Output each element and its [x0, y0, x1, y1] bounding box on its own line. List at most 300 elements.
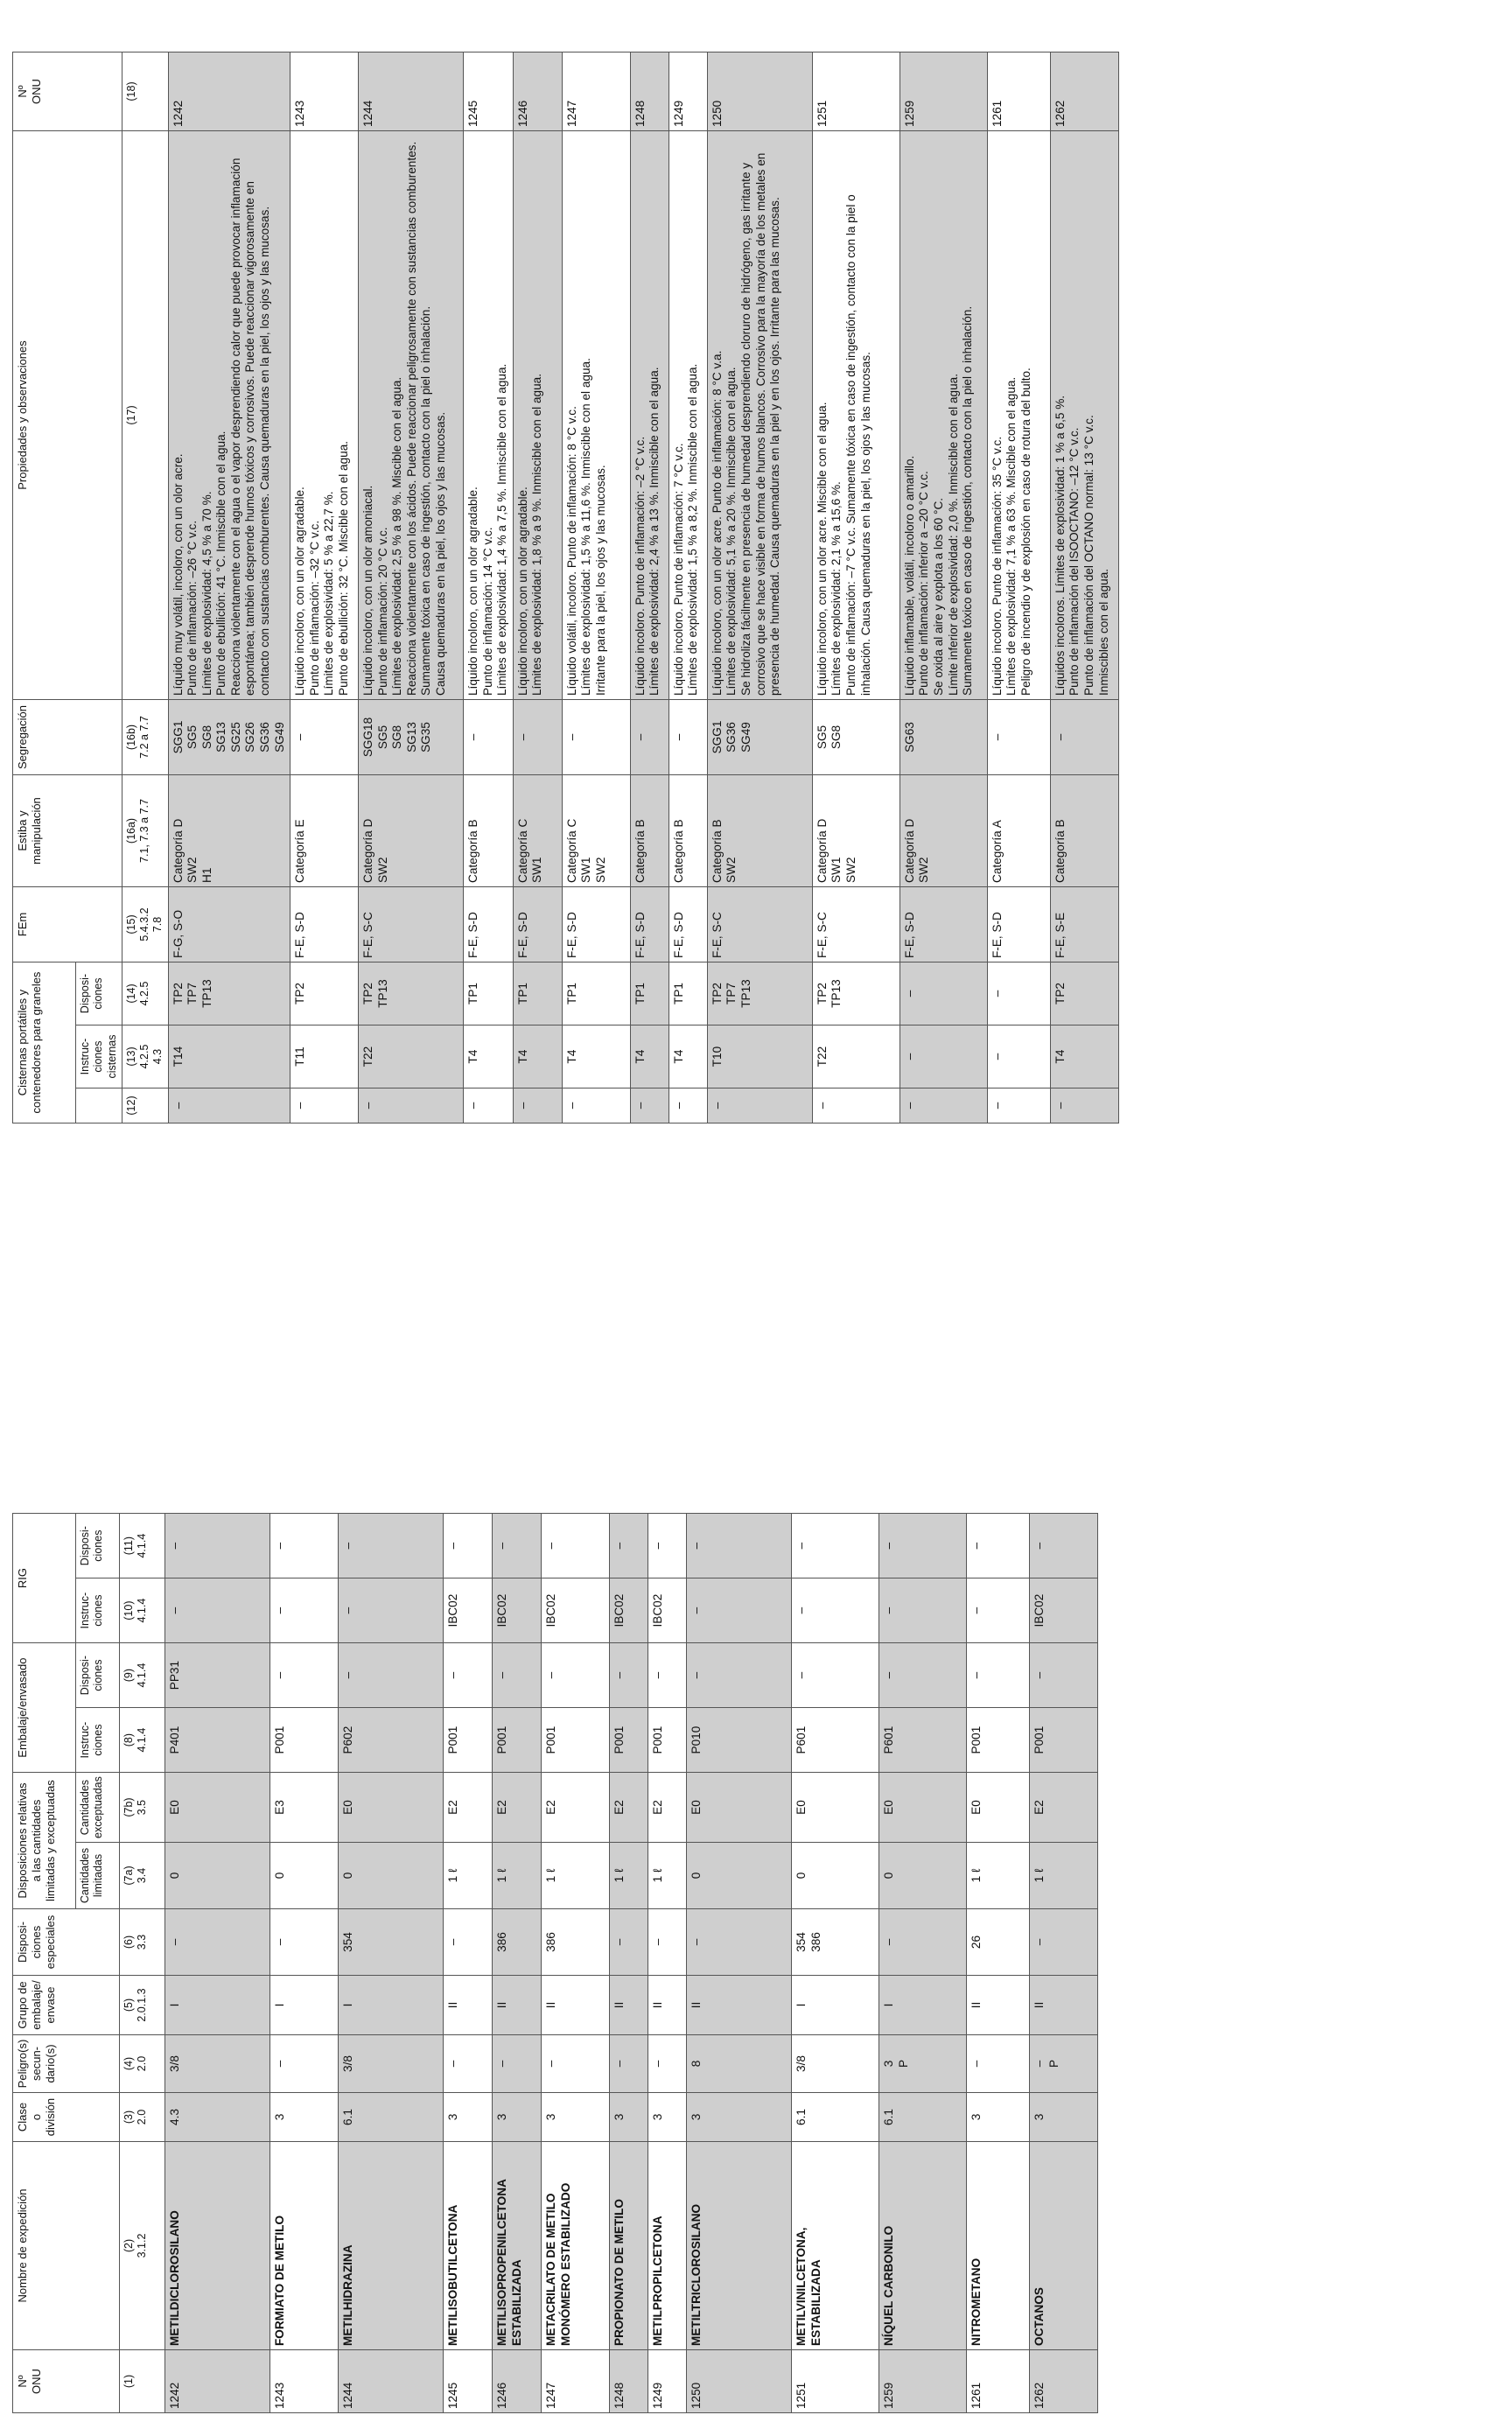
packing-group-cell: I [270, 1976, 339, 2035]
special-provisions-cell: – [648, 1909, 687, 1976]
ems-cell: F-E, S-D [987, 887, 1050, 962]
class-cell: 6.1 [879, 2093, 967, 2142]
packing-instruction-cell: P001 [610, 1708, 648, 1773]
column-number: (16b) 7.2 a 7.7 [122, 700, 168, 775]
ibc-provision-cell: – [1030, 1514, 1098, 1578]
subrisk-cell: 3 P [879, 2035, 967, 2093]
shipping-name-cell: PROPIONATO DE METILO [610, 2142, 648, 2350]
table-row [464, 52, 514, 1124]
table-row [339, 1514, 444, 2413]
segregation-cell: – [513, 700, 562, 775]
packing-group-cell: II [648, 1976, 687, 2035]
limited-quantity-cell: 1 ℓ [542, 1843, 610, 1909]
un-cell: 1244 [339, 2350, 444, 2413]
packing-provision-cell: – [270, 1643, 339, 1708]
ems-cell: F-E, S-D [562, 887, 630, 962]
table-row [444, 1514, 493, 2413]
packing-instruction-cell: P001 [542, 1708, 610, 1773]
limited-quantity-cell: 1 ℓ [648, 1843, 687, 1909]
limited-quantity-cell: 0 [165, 1843, 270, 1909]
excepted-quantity-cell: E0 [165, 1773, 270, 1843]
class-cell: 3 [493, 2093, 542, 2142]
un-cell: 1242 [165, 2350, 270, 2413]
column-number: (17) [122, 131, 168, 700]
subrisk-cell: – P [1030, 2035, 1098, 2093]
packing-instruction-cell: P001 [493, 1708, 542, 1773]
ibc-provision-cell: – [648, 1514, 687, 1578]
un-cell-right: 1245 [464, 52, 514, 131]
subrisk-cell: 3/8 [339, 2035, 444, 2093]
un-cell: 1251 [792, 2350, 879, 2413]
un-cell-right: 1261 [987, 52, 1050, 131]
ibc-instruction-cell: – [792, 1578, 879, 1643]
ems-cell: F-E, S-C [707, 887, 812, 962]
tank-instruction-cell: T10 [707, 1026, 812, 1088]
column-number-row [122, 52, 168, 1124]
ibc-provision-cell: – [493, 1514, 542, 1578]
col12-cell: – [290, 1088, 359, 1124]
ems-cell: F-E, S-D [900, 887, 987, 962]
tank-provision-cell: TP2 TP7 TP13 [168, 962, 290, 1026]
packing-instruction-cell: P602 [339, 1708, 444, 1773]
un-cell-right: 1242 [168, 52, 290, 131]
ems-cell: F-E, S-E [1050, 887, 1118, 962]
col12-cell: – [562, 1088, 630, 1124]
special-provisions-cell: 386 [493, 1909, 542, 1976]
col12-cell: – [513, 1088, 562, 1124]
column-number: (8) 4.1.4 [120, 1708, 165, 1773]
subrisk-cell: – [967, 2035, 1030, 2093]
properties-cell: Líquido incoloro, con un olor agradable. Punto de inflamación: –32 °C v.c. Límites de explosividad: 5 % a 22,7 %. Punto de ebullición: 32 °C. Miscible con el agua. [290, 131, 359, 700]
column-number: (1) [120, 2350, 165, 2413]
limited-quantity-cell: 1 ℓ [493, 1843, 542, 1909]
class-cell: 3 [648, 2093, 687, 2142]
packing-group-cell: II [542, 1976, 610, 2035]
limited-quantity-cell: 0 [879, 1843, 967, 1909]
un-cell-right: 1248 [630, 52, 668, 131]
subrisk-cell: – [493, 2035, 542, 2093]
subrisk-cell: 3/8 [165, 2035, 270, 2093]
limited-quantity-cell: 1 ℓ [610, 1843, 648, 1909]
packing-group-cell: I [339, 1976, 444, 2035]
ems-cell: F-E, S-D [290, 887, 359, 962]
excepted-quantity-cell: E2 [542, 1773, 610, 1843]
col-lq: Cantidades limitadas [76, 1843, 120, 1909]
tank-provision-cell: TP1 [464, 962, 514, 1026]
properties-cell: Líquido incoloro, con un olor agradable. Punto de inflamación: 14 °C v.c. Límites de explosividad: 1,4 % a 7,5 %. Inmiscible con el agua. [464, 131, 514, 700]
col-subrisk: Peligro(s) secun- dario(s) [13, 2035, 120, 2093]
column-number: (12) [122, 1088, 168, 1124]
table-row [630, 52, 668, 1124]
segregation-cell: – [464, 700, 514, 775]
tank-instruction-cell: T14 [168, 1026, 290, 1088]
shipping-name-cell: METILVINILCETONA, ESTABILIZADA [792, 2142, 879, 2350]
shipping-name-cell: METILDICLOROSILANO [165, 2142, 270, 2350]
un-cell: 1245 [444, 2350, 493, 2413]
shipping-name-cell: METILISOPROPENILCETONA ESTABILIZADA [493, 2142, 542, 2350]
table-row [290, 52, 359, 1124]
properties-cell: Líquido muy volátil, incoloro, con un olor acre. Punto de inflamación: –26 °C v.c. Límites de explosividad: 4,5 % a 70 %. Punto de ebullición: 41 °C. Inmiscible con el agua. Reacciona violentamente con el agua o el vapor desprendiendo calor que puede provocar inflamación espontánea; también desprende humos tóxicos y corrosivos. Puede reaccionar vigorosamente en contacto con sustancias comburentes. Causa quemaduras en la piel, los ojos y las mucosas. [168, 131, 290, 700]
ibc-instruction-cell: – [879, 1578, 967, 1643]
packing-group-cell: I [792, 1976, 879, 2035]
ibc-instruction-cell: – [687, 1578, 792, 1643]
col-un: Nº ONU [13, 2350, 120, 2413]
un-cell-right: 1246 [513, 52, 562, 131]
segregation-cell: SGG1 SG5 SG8 SG13 SG25 SG26 SG36 SG49 [168, 700, 290, 775]
class-cell: 3 [542, 2093, 610, 2142]
un-cell: 1246 [493, 2350, 542, 2413]
segregation-cell: – [562, 700, 630, 775]
col-12-blank [76, 1088, 122, 1124]
shipping-name-cell: METILTRICLOROSILANO [687, 2142, 792, 2350]
col-ems: FEm [13, 887, 122, 962]
column-number: (7b) 3.5 [120, 1773, 165, 1843]
table-row [812, 52, 900, 1124]
segregation-cell: SG5 SG8 [812, 700, 900, 775]
packing-group-cell: II [967, 1976, 1030, 2035]
tank-instruction-cell: T4 [630, 1026, 668, 1088]
col-segregation: Segregación [13, 700, 122, 775]
excepted-quantity-cell: E0 [339, 1773, 444, 1843]
table-row [359, 52, 464, 1124]
table-row [879, 1514, 967, 2413]
un-cell-right: 1259 [900, 52, 987, 131]
properties-cell: Líquido incoloro. Punto de inflamación: 7 °C v.c. Límites de explosividad: 1,5 % a 8,2 %. Inmiscible con el agua. [668, 131, 707, 700]
tank-provision-cell: TP1 [668, 962, 707, 1026]
shipping-name-cell: METILHIDRAZINA [339, 2142, 444, 2350]
subrisk-cell: – [648, 2035, 687, 2093]
col-un-right: Nº ONU [13, 52, 122, 131]
column-number: (9) 4.1.4 [120, 1643, 165, 1708]
shipping-name-cell: METACRILATO DE METILO MONÓMERO ESTABILIZADO [542, 2142, 610, 2350]
tank-provision-cell: TP1 [513, 962, 562, 1026]
col-pkg-instr: Instruc- ciones [76, 1708, 120, 1773]
table-row [168, 52, 290, 1124]
col12-cell: – [630, 1088, 668, 1124]
excepted-quantity-cell: E2 [1030, 1773, 1098, 1843]
properties-cell: Líquido incoloro. Punto de inflamación: –2 °C v.c. Límites de explosividad: 2,4 % a 13 %. Inmiscible con el agua. [630, 131, 668, 700]
tank-provision-cell: TP1 [562, 962, 630, 1026]
properties-cell: Líquido incoloro, con un olor agradable. Límites de explosividad: 1,8 % a 9 %. Inmiscible con el agua. [513, 131, 562, 700]
col-tank-instr: Instruc- ciones cisternas [76, 1026, 122, 1088]
col12-cell: – [168, 1088, 290, 1124]
class-cell: 3 [1030, 2093, 1098, 2142]
ibc-instruction-cell: – [339, 1578, 444, 1643]
table-row [562, 52, 630, 1124]
col12-cell: – [668, 1088, 707, 1124]
tank-instruction-cell: T4 [562, 1026, 630, 1088]
segregation-cell: SG63 [900, 700, 987, 775]
un-cell-right: 1244 [359, 52, 464, 131]
column-number: (11) 4.1.4 [120, 1514, 165, 1578]
special-provisions-cell: 354 386 [792, 1909, 879, 1976]
column-number: (13) 4.2.5 4.3 [122, 1026, 168, 1088]
ibc-instruction-cell: IBC02 [542, 1578, 610, 1643]
col12-cell: – [464, 1088, 514, 1124]
properties-cell: Líquidos incoloros. Límites de explosividad: 1 % a 6,5 %. Punto de inflamación del ISOOCTANO: –12 °C v.c. Punto de inflamación del OCTANO normal: 13 °C v.c. Inmiscibles con el agua. [1050, 131, 1118, 700]
table-row [542, 1514, 610, 2413]
class-cell: 3 [687, 2093, 792, 2142]
tank-instruction-cell: T22 [812, 1026, 900, 1088]
column-number: (2) 3.1.2 [120, 2142, 165, 2350]
ibc-instruction-cell: – [270, 1578, 339, 1643]
class-cell: 3 [270, 2093, 339, 2142]
class-cell: 3 [444, 2093, 493, 2142]
shipping-name-cell: NÍQUEL CARBONILO [879, 2142, 967, 2350]
column-number-row [120, 1514, 165, 2413]
special-provisions-cell: – [270, 1909, 339, 1976]
stowage-cell: Categoría B [464, 775, 514, 887]
class-cell: 6.1 [792, 2093, 879, 2142]
shipping-name-cell: FORMIATO DE METILO [270, 2142, 339, 2350]
col-name: Nombre de expedición [13, 2142, 120, 2350]
packing-group-cell: II [610, 1976, 648, 2035]
shipping-name-cell: METILISOBUTILCETONA [444, 2142, 493, 2350]
un-cell: 1259 [879, 2350, 967, 2413]
segregation-cell: – [290, 700, 359, 775]
stowage-cell: Categoría B [1050, 775, 1118, 887]
ems-cell: F-E, S-D [464, 887, 514, 962]
column-number: (3) 2.0 [120, 2093, 165, 2142]
ibc-provision-cell: – [339, 1514, 444, 1578]
packing-group-cell: II [687, 1976, 792, 2035]
un-cell-right: 1262 [1050, 52, 1118, 131]
un-cell: 1243 [270, 2350, 339, 2413]
table-row [792, 1514, 879, 2413]
special-provisions-cell: 26 [967, 1909, 1030, 1976]
tank-instruction-cell: – [987, 1026, 1050, 1088]
un-cell: 1250 [687, 2350, 792, 2413]
special-provisions-cell: – [444, 1909, 493, 1976]
ibc-provision-cell: – [967, 1514, 1030, 1578]
special-provisions-cell: – [165, 1909, 270, 1976]
excepted-quantity-cell: E2 [493, 1773, 542, 1843]
special-provisions-cell: 386 [542, 1909, 610, 1976]
column-number: (7a) 3.4 [120, 1843, 165, 1909]
column-number: (6) 3.3 [120, 1909, 165, 1976]
col-properties: Propiedades y observaciones [13, 131, 122, 700]
tank-instruction-cell: T11 [290, 1026, 359, 1088]
col-ibc-group: RIG [13, 1514, 76, 1643]
ibc-instruction-cell: – [967, 1578, 1030, 1643]
ibc-provision-cell: – [444, 1514, 493, 1578]
limited-quantity-cell: 0 [687, 1843, 792, 1909]
col-pkg-prov: Disposi- ciones [76, 1643, 120, 1708]
packing-group-cell: I [165, 1976, 270, 2035]
special-provisions-cell: – [879, 1909, 967, 1976]
un-cell-right: 1247 [562, 52, 630, 131]
column-number: (18) [122, 52, 168, 131]
ems-cell: F-E, S-C [359, 887, 464, 962]
segregation-cell: SGG1 SG36 SG49 [707, 700, 812, 775]
tank-instruction-cell: T4 [668, 1026, 707, 1088]
ems-cell: F-E, S-C [812, 887, 900, 962]
ems-cell: F-E, S-D [668, 887, 707, 962]
shipping-name-cell: NITROMETANO [967, 2142, 1030, 2350]
ibc-provision-cell: – [610, 1514, 648, 1578]
ibc-instruction-cell: IBC02 [444, 1578, 493, 1643]
segregation-cell: – [1050, 700, 1118, 775]
tank-instruction-cell: T22 [359, 1026, 464, 1088]
un-cell: 1248 [610, 2350, 648, 2413]
limited-quantity-cell: 1 ℓ [967, 1843, 1030, 1909]
col-sp: Disposi- ciones especiales [13, 1909, 120, 1976]
shipping-name-cell: METILPROPILCETONA [648, 2142, 687, 2350]
excepted-quantity-cell: E0 [792, 1773, 879, 1843]
table-row [967, 1514, 1030, 2413]
table-row [270, 1514, 339, 2413]
ibc-provision-cell: – [542, 1514, 610, 1578]
packing-provision-cell: – [542, 1643, 610, 1708]
packing-group-cell: I [879, 1976, 967, 2035]
tank-instruction-cell: – [900, 1026, 987, 1088]
excepted-quantity-cell: E3 [270, 1773, 339, 1843]
ems-cell: F-E, S-D [630, 887, 668, 962]
ibc-provision-cell: – [792, 1514, 879, 1578]
limited-quantity-cell: 0 [270, 1843, 339, 1909]
properties-cell: Líquido incoloro, con un olor acre. Miscible con el agua. Límites de explosividad: 2,1 % a 15,6 %. Punto de inflamación: –7 °C v.c. Sumamente tóxica en caso de ingestión, contacto con la piel o inhalación. Causa quemaduras en la piel, los ojos y las mucosas. [812, 131, 900, 700]
properties-cell: Líquido incoloro. Punto de inflamación: 35 °C v.c. Límites de explosividad: 7,1 % a 63 %. Miscible con el agua. Peligro de incendio y de explosión en caso de rotura del bulto. [987, 131, 1050, 700]
col12-cell: – [900, 1088, 987, 1124]
col-pkg-group: Embalaje/envasado [13, 1643, 76, 1773]
ibc-instruction-cell: IBC02 [610, 1578, 648, 1643]
ibc-provision-cell: – [165, 1514, 270, 1578]
packing-instruction-cell: P001 [648, 1708, 687, 1773]
un-cell: 1261 [967, 2350, 1030, 2413]
segregation-cell: – [987, 700, 1050, 775]
subrisk-cell: – [270, 2035, 339, 2093]
subrisk-cell: – [444, 2035, 493, 2093]
packing-provision-cell: – [648, 1643, 687, 1708]
properties-cell: Líquido incoloro, con un olor amoniacal. Punto de inflamación: 20 °C v.c. Límites de explosividad: 2,5 % a 98 %. Miscible con el agua. Reacciona violentamente con los ácidos. Puede reaccionar peligrosamente con sustancias comburentes. Sumamente tóxica en caso de ingestión, contacto con la piel o inhalación. Causa quemaduras en la piel, los ojos y las mucosas. [359, 131, 464, 700]
col12-cell: – [1050, 1088, 1118, 1124]
table-row [707, 52, 812, 1124]
limited-quantity-cell: 1 ℓ [444, 1843, 493, 1909]
stowage-cell: Categoría C SW1 SW2 [562, 775, 630, 887]
tank-provision-cell: TP2 TP13 [359, 962, 464, 1026]
class-cell: 3 [967, 2093, 1030, 2142]
right-table [12, 52, 1119, 1124]
column-number: (4) 2.0 [120, 2035, 165, 2093]
stowage-cell: Categoría D SW2 [900, 775, 987, 887]
packing-provision-cell: – [967, 1643, 1030, 1708]
tank-provision-cell: TP2 TP7 TP13 [707, 962, 812, 1026]
table-row [668, 52, 707, 1124]
ibc-instruction-cell: – [165, 1578, 270, 1643]
properties-cell: Líquido inflamable, volátil, incoloro o amarillo. Punto de inflamación: inferior a –20 °C v.c. Se oxida al aire y explota a los 60 °C. Límite inferior de explosividad: 2,0 %. Inmiscible con el agua. Sumamente tóxico en caso de ingestión, contacto con la piel o inhalación. [900, 131, 987, 700]
excepted-quantity-cell: E2 [648, 1773, 687, 1843]
packing-instruction-cell: P010 [687, 1708, 792, 1773]
un-cell-right: 1250 [707, 52, 812, 131]
properties-cell: Líquido incoloro, con un olor acre. Punto de inflamación: 8 °C v.a. Límites de explosividad: 5,1 % a 20 %. Inmiscible con el agua. Se hidroliza fácilmente en presencia de humedad desprendiendo cloruro de hidrógeno, gas irritante y corrosivo que se hace visible en forma de humos blancos. Corrosivo para la mayoría de los metales en presencia de humedad. Causa quemaduras en la piel y en los ojos. Irritante para las mucosas. [707, 131, 812, 700]
table-row [1050, 52, 1118, 1124]
packing-provision-cell: PP31 [165, 1643, 270, 1708]
stowage-cell: Categoría D SW2 [359, 775, 464, 887]
shipping-name-cell: OCTANOS [1030, 2142, 1098, 2350]
stowage-cell: Categoría E [290, 775, 359, 887]
packing-provision-cell: – [339, 1643, 444, 1708]
tank-instruction-cell: T4 [513, 1026, 562, 1088]
table-row [648, 1514, 687, 2413]
tank-provision-cell: – [900, 962, 987, 1026]
ibc-instruction-cell: IBC02 [1030, 1578, 1098, 1643]
tank-provision-cell: TP2 [1050, 962, 1118, 1026]
packing-instruction-cell: P001 [444, 1708, 493, 1773]
col-pg: Grupo de embalaje/ envase [13, 1976, 120, 2035]
segregation-cell: – [630, 700, 668, 775]
stowage-cell: Categoría D SW2 H1 [168, 775, 290, 887]
packing-instruction-cell: P001 [270, 1708, 339, 1773]
col12-cell: – [812, 1088, 900, 1124]
column-number: (15) 5.4.3.2 7.8 [122, 887, 168, 962]
excepted-quantity-cell: E0 [687, 1773, 792, 1843]
col12-cell: – [359, 1088, 464, 1124]
ibc-instruction-cell: IBC02 [648, 1578, 687, 1643]
un-cell: 1247 [542, 2350, 610, 2413]
packing-instruction-cell: P401 [165, 1708, 270, 1773]
stowage-cell: Categoría A [987, 775, 1050, 887]
limited-quantity-cell: 1 ℓ [1030, 1843, 1098, 1909]
packing-provision-cell: – [1030, 1643, 1098, 1708]
un-cell: 1262 [1030, 2350, 1098, 2413]
table-row [900, 52, 987, 1124]
packing-group-cell: II [444, 1976, 493, 2035]
packing-provision-cell: – [879, 1643, 967, 1708]
col-stowage: Estiba y manipulación [13, 775, 122, 887]
column-number: (16a) 7.1, 7.3 a 7.7 [122, 775, 168, 887]
stowage-cell: Categoría C SW1 [513, 775, 562, 887]
subrisk-cell: – [542, 2035, 610, 2093]
packing-instruction-cell: P601 [879, 1708, 967, 1773]
excepted-quantity-cell: E0 [879, 1773, 967, 1843]
table-row [1030, 1514, 1098, 2413]
un-cell-right: 1251 [812, 52, 900, 131]
col-class: Clase o división [13, 2093, 120, 2142]
segregation-cell: SGG18 SG5 SG8 SG13 SG35 [359, 700, 464, 775]
packing-provision-cell: – [610, 1643, 648, 1708]
stowage-cell: Categoría D SW1 SW2 [812, 775, 900, 887]
subrisk-cell: 3/8 [792, 2035, 879, 2093]
left-table [12, 1513, 1098, 2413]
limited-quantity-cell: 0 [339, 1843, 444, 1909]
column-number: (14) 4.2.5 [122, 962, 168, 1026]
class-cell: 6.1 [339, 2093, 444, 2142]
table-row [687, 1514, 792, 2413]
packing-provision-cell: – [792, 1643, 879, 1708]
class-cell: 4.3 [165, 2093, 270, 2142]
packing-provision-cell: – [687, 1643, 792, 1708]
excepted-quantity-cell: E2 [444, 1773, 493, 1843]
table-row [987, 52, 1050, 1124]
table-row [165, 1514, 270, 2413]
packing-instruction-cell: P001 [967, 1708, 1030, 1773]
packing-instruction-cell: P001 [1030, 1708, 1098, 1773]
packing-provision-cell: – [493, 1643, 542, 1708]
col12-cell: – [707, 1088, 812, 1124]
ems-cell: F-E, S-D [513, 887, 562, 962]
col-lq-group: Disposiciones relativas a las cantidades limitadas y exceptuadas [13, 1773, 76, 1909]
table-row [610, 1514, 648, 2413]
un-cell: 1249 [648, 2350, 687, 2413]
tank-provision-cell: TP1 [630, 962, 668, 1026]
stowage-cell: Categoría B SW2 [707, 775, 812, 887]
un-cell-right: 1243 [290, 52, 359, 131]
tank-provision-cell: TP2 [290, 962, 359, 1026]
excepted-quantity-cell: E2 [610, 1773, 648, 1843]
stowage-cell: Categoría B [668, 775, 707, 887]
tank-instruction-cell: T4 [464, 1026, 514, 1088]
col-tanks-group: Cisternas portátiles y contenedores para graneles [13, 962, 76, 1124]
